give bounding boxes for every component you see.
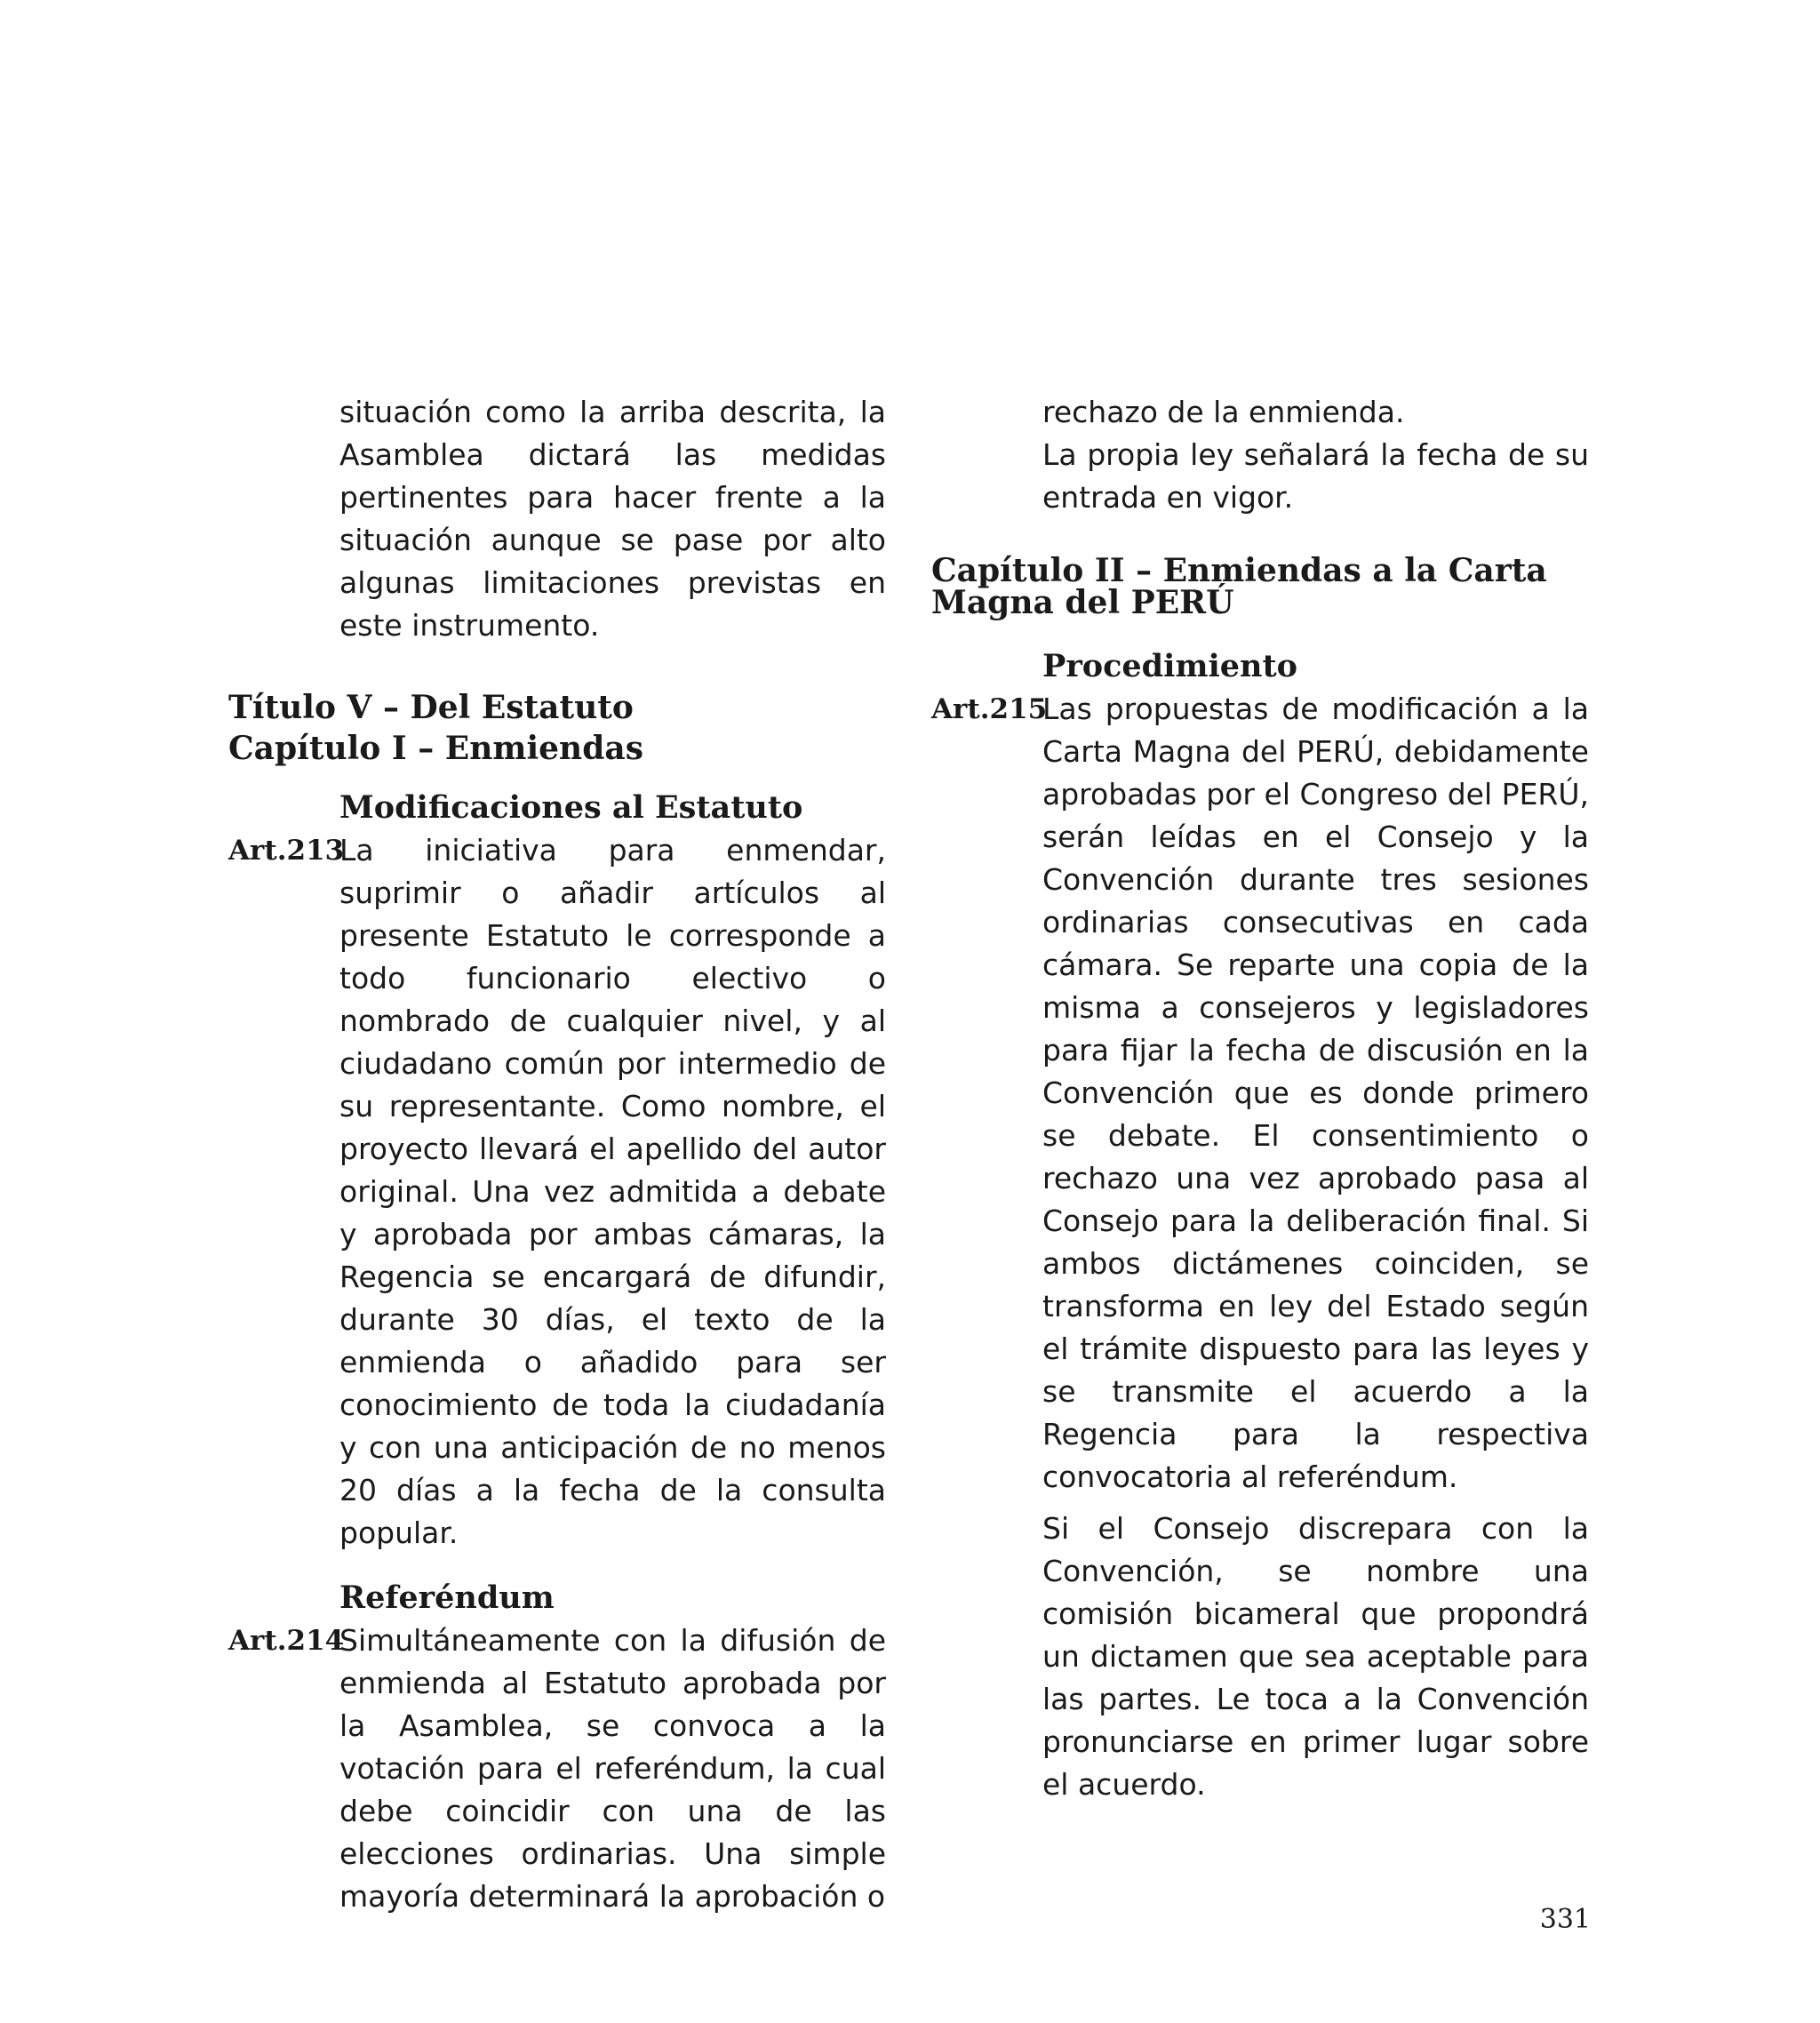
right-column <box>931 391 1589 1806</box>
article-214 <box>228 1619 886 1918</box>
continuation-paragraph: situación como la arriba descrita, la Asamblea dictará las medidas pertinentes para hacer frente a la situación aunque se pase por alto algunas limitaciones previstas en este instrumento. <box>339 395 886 643</box>
section-heading-modificaciones: Modificaciones al Estatuto <box>339 789 803 826</box>
article-label: Art.213 <box>228 835 345 867</box>
article-text: Simultáneamente con la difusión de enmienda al Estatuto aprobada por la Asamblea, se convoca a la votación para el referéndum, la cual debe coincidir con una de las elecciones ordinarias. Una simple mayoría determinará la aprobación o <box>339 1623 886 1914</box>
page-number: 331 <box>1539 1904 1591 1935</box>
chapter-heading: Capítulo I – Enmiendas <box>228 730 643 767</box>
article-label: Art.215 <box>931 693 1048 725</box>
article-text: La iniciativa para enmendar, suprimir o añadir artículos al presente Estatuto le corresponde a todo funcionario electivo o nombrado de cualquier nivel, y al ciudadano común por intermedio de su representante. Como nombre, el proyecto llevará el apellido del autor original. Una vez admitida a debate y aprobada por ambas cámaras, la Regencia se encargará de difundir, durante 30 días, el texto de la enmienda o añadido para ser conocimiento de toda la ciudadanía y con una anticipación de no menos 20 días a la fecha de la consulta popular. <box>339 833 886 1550</box>
continuation-paragraph: rechazo de la enmienda. <box>1042 395 1405 429</box>
article-label: Art.214 <box>228 1625 345 1657</box>
continuation-paragraph: La propia ley señalará la fecha de su entrada en vigor. <box>1042 437 1589 515</box>
section-heading-referendum: Referéndum <box>339 1579 555 1616</box>
article-text: Si el Consejo discrepara con la Convención, se nombre una comisión bicameral que propondrá un dictamen que sea aceptable para las partes. Le toca a la Convención pronunciarse en primer lugar sobre el acuerdo. <box>1042 1511 1589 1802</box>
left-column <box>228 391 886 1918</box>
article-213 <box>228 829 886 1555</box>
title-heading: Título V – Del Estatuto <box>228 689 634 726</box>
chapter-heading: Capítulo II – Enmiendas a la Carta Magna del PERÚ <box>931 552 1547 621</box>
article-215 <box>931 688 1589 1806</box>
article-text: Las propuestas de modificación a la Carta Magna del PERÚ, debidamente aprobadas por el Congreso del PERÚ, serán leídas en el Consejo y la Convención durante tres sesiones ordinarias consecutivas en cada cámara. Se reparte una copia de la misma a consejeros y legisladores para fijar la fecha de discusión en la Convención que es donde primero se debate. El consentimiento o rechazo una vez aprobado pasa al Consejo para la deliberación final. Si ambos dictámenes coinciden, se transforma en ley del Estado según el trámite dispuesto para las leyes y se transmite el acuerdo a la Regencia para la respectiva convocatoria al referéndum. <box>1042 692 1589 1494</box>
section-heading-procedimiento: Procedimiento <box>1042 648 1298 684</box>
